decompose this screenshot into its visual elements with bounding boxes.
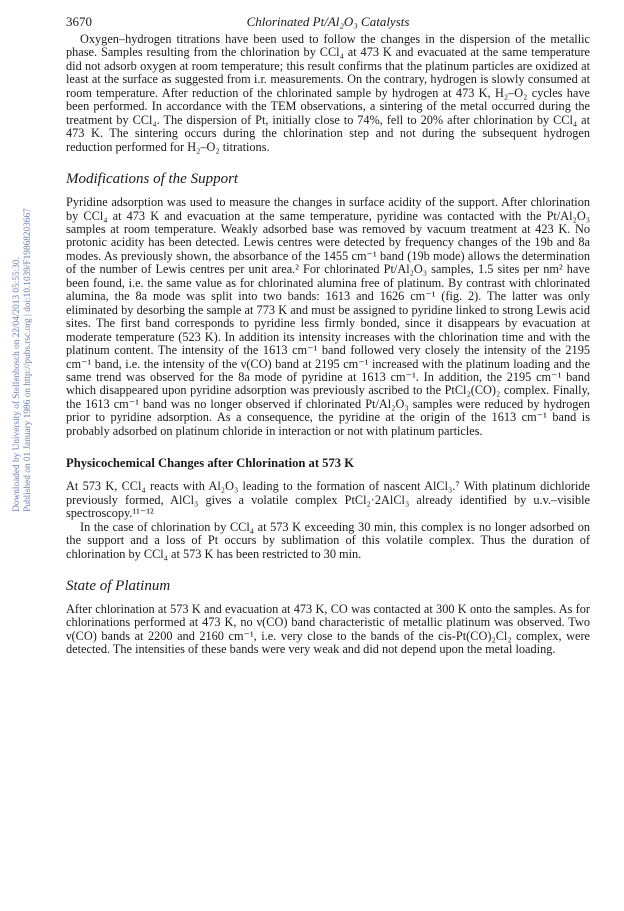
paragraph-sublimation: In the case of chlorination by CCl₄ at 573 K exceeding 30 min, this complex is no longer adsorbed on the support and a loss of Pt occurs by sublimation of this volatile complex. Thus the duration of chlorination by CCl₄ at 573 K has been restricted to 30 min.: [66, 519, 590, 561]
paragraph-alcl3: At 573 K, CCl₄ reacts with Al₂O₃ leading to the formation of nascent AlCl₃.⁷ With platinum dichloride previously formed, AlCl₃ gives a volatile complex PtCl₂·2AlCl₃ already identified by u.v.–visible spectroscopy.¹¹⁻¹²: [66, 479, 590, 521]
heading-modifications-support: Modifications of the Support: [66, 171, 239, 188]
paragraph-co-bands: After chlorination at 573 K and evacuation at 473 K, CO was contacted at 300 K onto the samples. As for chlorinations performed at 473 K, no ν(CO) band characteristic of metallic platinum was observed. Two ν(CO) bands at 2200 and 2160 cm⁻¹, i.e. very close to the bands of the cis-Pt(CO)₂Cl₂ complex, were detected. The intensities of these bands were very weak and did not depend upon the metal loading.: [66, 601, 590, 657]
page-number: 3670: [66, 14, 92, 29]
paragraph-pyridine: Pyridine adsorption was used to measure the changes in surface acidity of the support. After chlorination by CCl₄ at 473 K and evacuation at the same temperature, pyridine was contacted with the Pt/Al₂O₃ samples at room temperature. Weakly adsorbed base was removed by vacuum treatment at 423 K. No protonic acidity has been detected. Lewis centres were detected by frequency changes of the 19b and 8a modes. As previously shown, the absorbance of the 1455 cm⁻¹ band (19b mode) allows the determination of the number of Lewis centres per unit area.² For chlorinated Pt/Al₂O₃ samples, 1.5 sites per nm² have been found, i.e. the same value as for chlorinated alumina free of platinum. By contrast with chlorinated alumina, the 8a mode was split into two bands: 1613 and 1626 cm⁻¹ (fig. 2). The latter was only eliminated by desorbing the sample at 773 K and must be assigned to pyridine linked to strong Lewis acid sites. The first band corresponds to pyridine less firmly bonded, since it disappears by evacuation at moderate temperature (523 K). In addition its intensity increases with the chlorination time and with the platinum content. The intensity of the 1613 cm⁻¹ band followed very closely the intensity of the 2195 cm⁻¹ band, i.e. the intensity of the ν(CO) band at 2195 cm⁻¹ increased with the platinum loading and the same trend was observed for the 8a mode of pyridine at 1613 cm⁻¹. In addition, the 2195 cm⁻¹ band which disappeared upon pyridine adsorption was previously ascribed to the PtCl₂(CO)₂ complex. Finally, the 1613 cm⁻¹ band was no longer observed if chlorinated Pt/Al₂O₃ samples were reduced by hydrogen prior to pyridine adsorption. As a consequence, the pyridine at the origin of the 1613 cm⁻¹ band is probably adsorbed on platinum chloride in interaction or not with platinum particles.: [66, 195, 590, 438]
heading-state-platinum: State of Platinum: [66, 577, 171, 594]
article-body: [66, 33, 590, 657]
running-title: Chlorinated Pt/Al₂O₃ Catalysts: [246, 14, 410, 29]
download-watermark: [8, 140, 38, 580]
paragraph-titrations: Oxygen–hydrogen titrations have been used to follow the changes in the dispersion of the metallic phase. Samples resulting from the chlorination by CCl₄ at 473 K and evacuated at the same temperature did not adsorb oxygen at room temperature; this result confirms that the platinum particles are oxidized at least at the surface as suggested from i.r. measurements. On the contrary, hydrogen is slowly consumed at room temperature. After reduction of the chlorinated sample by hydrogen at 473 K, H₂–O₂ cycles have been performed. In accordance with the TEM observations, a sintering of the metal occurred during the treatment by CCl₄. The dispersion of Pt, initially close to 74%, fell to 20% after chlorination by CCl₄ at 473 K. The sintering occurs during the chlorination step and not during the subsequent hydrogen reduction performed for H₂–O₂ titrations.: [66, 32, 590, 154]
publication-line: Published on 01 January 1986 on http://pubs.rsc.org | doi:10.1039/F19868203667: [23, 208, 33, 512]
heading-physicochemical-changes: Physicochemical Changes after Chlorination at 573 K: [66, 456, 355, 471]
page-header: [66, 14, 590, 32]
download-line: Downloaded by University of Stellenbosch on 22/04/2013 05:55:30.: [12, 257, 22, 512]
